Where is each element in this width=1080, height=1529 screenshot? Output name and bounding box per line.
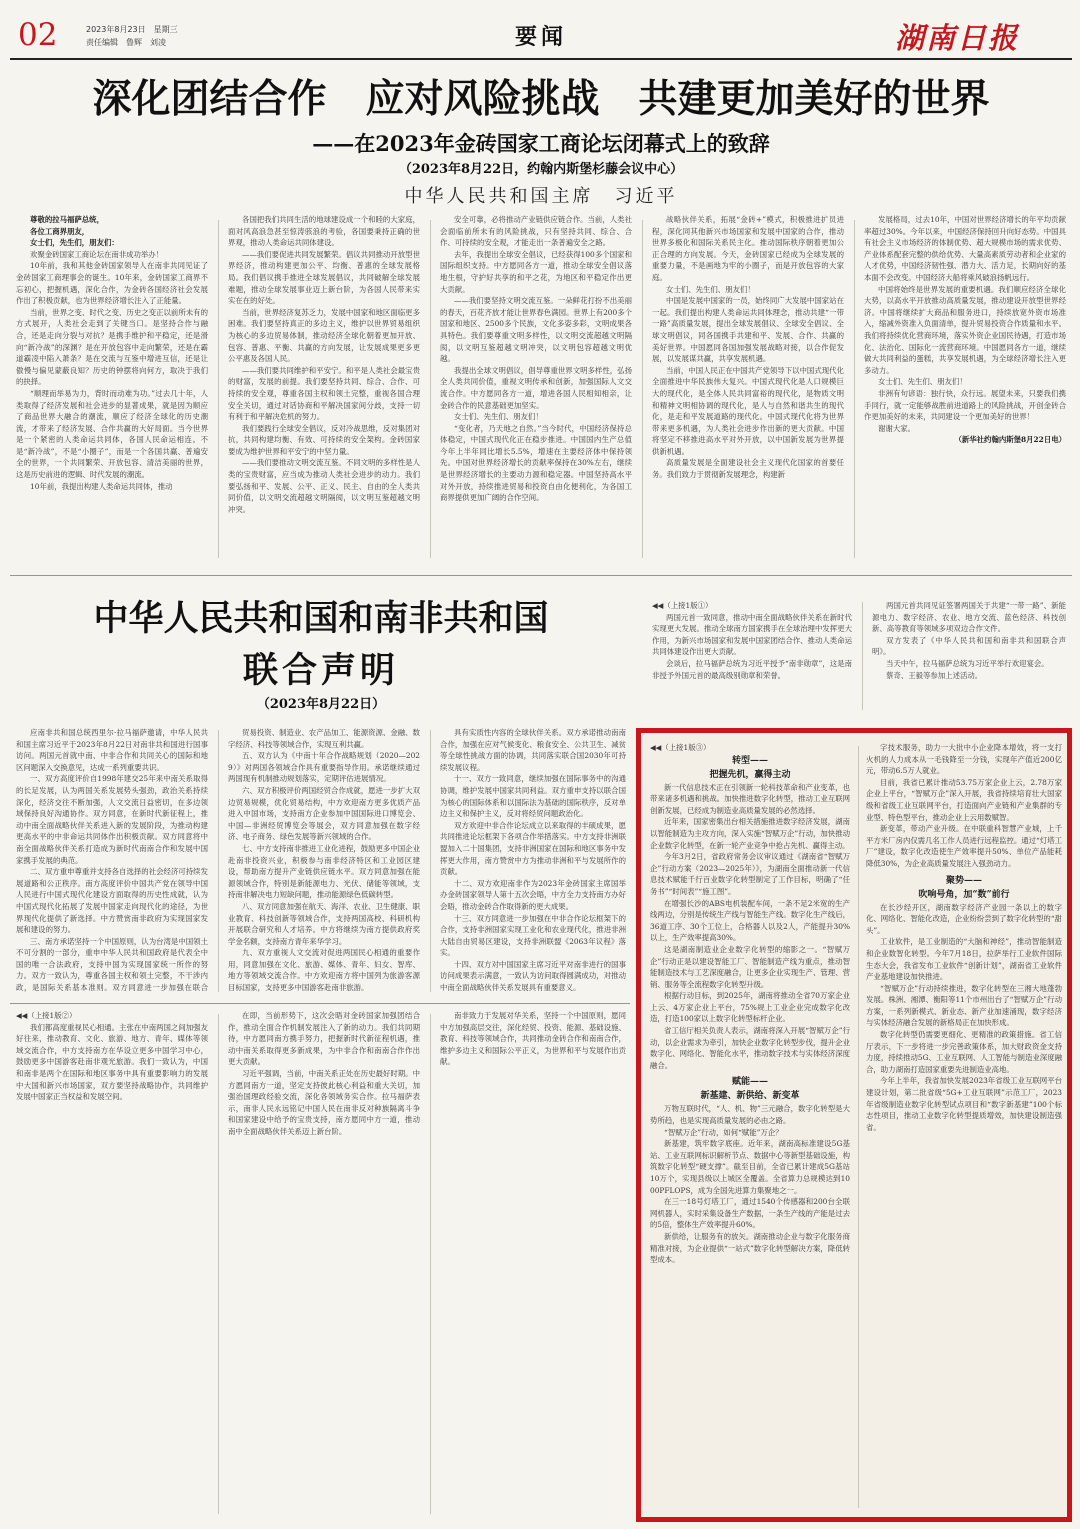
column-divider xyxy=(218,730,219,992)
paragraph: 十三、双方同意进一步加强在中非合作论坛框架下的合作，支持非洲国家实现工业化和农业现代化，推进非洲大陆自由贸易区建设，支持非洲联盟《2063年议程》落实。 xyxy=(440,913,626,958)
paragraph: 战略伙伴关系，拓展“金砖+”模式，积极推进扩员进程，深化同其他新兴市场国家和发展中国家的合作，推动世界多极化和国际关系民主化。推动国际秩序朝着更加公正合理的方向发展。今天，金砖国家已经成为全球发展的重要力量，不是画地为牢的小圈子，而是开放包容的大家庭。 xyxy=(652,215,844,282)
statement-column-2 xyxy=(228,727,420,995)
paragraph: 九、双方重视人文交流对促进两国民心相通的重要作用，同意加强在文化、旅游、媒体、青年、妇女、智库、地方等领域交流合作。中方欢迎南方将中国列为旅游客源目标国家，支持更多中国游客赴南非旅游。 xyxy=(228,948,420,993)
paragraph: 高质量发展是全面建设社会主义现代化国家的首要任务。我们致力于贯彻新发展理念，构建新 xyxy=(652,458,844,480)
speech-column-5 xyxy=(864,214,1066,564)
continued-article-column-2 xyxy=(228,1010,420,1520)
paragraph: “顺理而举易为力，背时而动难为功。”过去几十年，人类取得了经济发展和社会进步的显著成果，就是因为顺应了商品世界大融合的潮流，顺应了经济全球化的历史潮流，才带来了经济发展、合作共赢的大好局面。当今世界是一个紧密的人类命运共同体，各国人民命运相连。不是“新冷战”，不是“小圈子”，而是一个各国共赢、普遍安全的世界，一个共同繁荣、开放包容、清洁美丽的世界，这是历史前进的逻辑、时代发展的潮流。 xyxy=(16,388,208,480)
paragraph: 双方欢迎中非合作论坛成立以来取得的丰硕成果，愿共同推进论坛框架下各项合作举措落实。中方支持非洲联盟加入二十国集团，支持非洲国家在国际和地区事务中发挥更大作用，南方赞赏中方为推动非洲和平与发展所作的贡献。 xyxy=(440,820,626,877)
statement-title-line-2: 联合声明 xyxy=(242,651,399,691)
paragraph: 贸易投资、制造业、农产品加工、能源资源、金融、数字经济、科技等领域合作，实现互利共赢。 xyxy=(228,728,420,749)
paragraph: 二、双方重申尊重并支持各自选择的社会经济可持续发展道路和公正秩序。南方高度评价中国共产党在领导中国人民进行中国式现代化建设方面取得的历史性成就，认为中国式现代化拓展了发展中国家走向现代化的途径，为世界现代化提供了新选择。中方赞赏南非政府为实现国家发展和建设的努力。 xyxy=(16,867,208,935)
column-divider xyxy=(430,1014,431,1514)
feature-column-1 xyxy=(650,742,850,1512)
feature-column-2-bottom xyxy=(866,902,1062,1134)
statement-column-3 xyxy=(440,727,626,995)
paragraph: ——我们要推动文明交流互鉴。不同文明的多样性是人类的宝贵财富，应当成为推动人类社会进步的动力。我们要弘扬和平、发展、公平、正义、民主、自由的全人类共同价值，以文明交流超越文明隔阂，以文明互鉴超越文明冲突。 xyxy=(228,458,420,514)
feature-section-1-subtitle: 把握先机，赢得主动 xyxy=(709,769,791,780)
speech-subtitle: ——在2023年金砖国家工商论坛闭幕式上的致辞 xyxy=(312,131,770,156)
paragraph: ◀◀（上接1版②） xyxy=(16,1011,77,1020)
paragraph: 新变革，带动产业升级。在中联重科智慧产业城，上千平方米厂房内仅需几名工作人员进行远程监控。通过“灯塔工厂”建设，数字化改造使生产效率提升50%、单位产品能耗降低30%，为企业高质量发展注入强劲动力。 xyxy=(866,824,1062,868)
continued-article-column-1 xyxy=(16,1010,208,1520)
paragraph: 我们都高度重视民心相通。主张在中南两国之间加强友好往来，推动教育、文化、旅游、地方、青年、媒体等领域交流合作，中方支持南方在华设立更多中国学习中心，鼓励更多中国游客赴南非观光旅游。我们一致认为，中国和南非是两个在国际和地区事务中具有重要影响力的发展中大国和新兴市场国家，双方要坚持战略协作，共同维护发展中国家正当权益和发展空间。 xyxy=(16,1022,208,1102)
speech-column-4 xyxy=(652,214,844,564)
paragraph: 会谈后，拉马福萨总统为习近平授予“南非勋章”，这是南非授予外国元首的最高级别勋章和荣誉。 xyxy=(652,658,852,680)
paragraph: 安全可靠，必将推动产业链供应链合作。当前，人类社会面临前所未有的风险挑战，只有坚持共同、综合、合作、可持续的安全观，才能走出一条普遍安全之路。 xyxy=(440,215,632,248)
paragraph: 近年来，国家密集出台相关措施推进数字经济发展，湖南以智能制造为主攻方向，深入实施“智赋万企”行动，加快推动企业数字化转型，在新一轮产业竞争中抢占先机、赢得主动。 xyxy=(650,817,850,850)
paragraph: 工业软件，是工业制造的“大脑和神经”，推动智能制造和企业数智化转型。今年7月18日，拉萨举行工业软件国际生态大会，我省发布工业软件“创新计划”，湖南省工业软件产业基地建设加快推进。 xyxy=(866,937,1062,982)
column-divider xyxy=(858,746,859,1508)
paragraph: 当天中午，拉马福萨总统为习近平举行欢迎宴会。 xyxy=(886,658,1049,668)
continued-reference: ◀◀（上接1版③） xyxy=(650,743,711,752)
paragraph: 具有实质性内容的全球伙伴关系。双方承诺推动南南合作，加强在应对气候变化、粮食安全、公共卫生、减贫等全球性挑战方面的协调，共同落实联合国2030年可持续发展议程。 xyxy=(440,728,626,772)
paragraph: 南非致力于发展对华关系，坚持一个中国原则，愿同中方加强高层交往，深化经贸、投资、能源、基础设施、教育、科技等领域合作，共同推动金砖合作和南南合作，维护多边主义和国际公平正义，为世界和平与发展作出贡献。 xyxy=(440,1011,626,1067)
state-visit-continued-left xyxy=(652,600,852,712)
paragraph: 新基建，筑牢数字底座。近年来，湖南高标准建设5G基站、工业互联网标识解析节点、数据中心等新型基础设施，构筑数字化转型“硬支撑”。截至目前，全省已累计建成5G基站10万个，实现县级以上城区全覆盖。全省算力总规模达到1000PFLOPS，成为全国先进算力集聚地之一。 xyxy=(650,1139,850,1195)
paragraph: 五、双方认为《中南十年合作战略规划（2020—2029）》对两国各领域合作具有重要指导作用。承诺继续通过两国现有机制推动规划落实，定期评估进展情况。 xyxy=(228,751,420,784)
paragraph: 10年前，我提出构建人类命运共同体，推动 xyxy=(30,481,173,491)
paragraph: 今年上半年，我省加快发展2023年省级工业互联网平台建设计划，第二批省级“5G+工业互联网”示范工厂，2023年省级制造业数字化转型试点项目和“数字新基建”100个标志性项目，推动工业数字化转型提质增效，加快建设制造强省。 xyxy=(866,1076,1062,1132)
paragraph: 应南非共和国总统西里尔·拉马福萨邀请，中华人民共和国主席习近平于2023年8月22日对南非共和国进行国事访问。两国元首就中南、中非合作和共同关心的国际和地区问题深入交换意见，达成一系列重要共识。 xyxy=(16,728,208,772)
column-divider xyxy=(862,602,863,710)
paragraph: ——我们要坚持文明交流互鉴。一朵鲜花打扮不出美丽的春天，百花齐放才能让世界春色满园。世界上有200多个国家和地区、2500多个民族，文化多姿多彩，文明成果各具特色。我们要尊重文明多样性，以文明交流超越文明隔阂，以文明互鉴超越文明冲突，以文明包容超越文明优越。 xyxy=(440,296,632,364)
paragraph: 两国元首一致同意，推动中南全面战略伙伴关系在新时代实现更大发展。推动全球南方国家携手在全球治理中发挥更大作用，为新兴市场国家和发展中国家团结合作、推动人类命运共同体建设作出更大贡献。 xyxy=(652,612,852,657)
paragraph: 尊敬的拉马福萨总统， xyxy=(30,215,104,224)
paragraph: 今年3月2日，省政府常务会议审议通过《湖南省“智赋万企”行动方案（2023—2025年）》，为湖南全面推动新一代信息技术赋能千行百业数字化转型制定了工作目标，明确了“任务书”“时间表”“施工图”。 xyxy=(650,852,850,896)
editors-line: 责任编辑 鲁辉 刘凌 xyxy=(86,38,166,47)
column-divider xyxy=(218,220,219,558)
paragraph: 七、中方支持南非推进工业化进程，鼓励更多中国企业赴南非投资兴业，积极参与南非经济特区和工业园区建设，帮助南方提升产业链供应链水平。双方同意加强在能源领域合作，特别是新能源电力、光伏、储能等领域，支持南非解决电力短缺问题，推动能源绿色低碳转型。 xyxy=(228,843,420,900)
speech-column-1 xyxy=(16,214,208,564)
paragraph: 在增强长沙的ABS电机装配车间，一条不足2米宽的生产线两边，分别是传统生产线与智能生产线。数字化生产线后，36道工序、30个工位上，合格器人以及2人，产能提升30%以上，生产效率提高30%。 xyxy=(650,898,850,943)
paragraph: 蔡奇、王毅等参加上述活动。 xyxy=(886,670,983,680)
paragraph: 女士们、先生们、朋友们！ xyxy=(878,377,967,387)
speech-column-2 xyxy=(228,214,420,564)
paragraph: 当前，世界之变、时代之变、历史之变正以前所未有的方式展开，人类社会走到了关键当口。是坚持合作与融合，还是走向分裂与对抗？是携手维护和平稳定，还是滑向“新冷战”的深渊？是在开放包容中走向繁荣，还是在霸道霸凌中陷入萧条？是在交流与互鉴中增进互信，还是让傲慢与偏见蒙蔽良知？历史的钟摆将向何方，取决于我们的抉择。 xyxy=(16,307,208,387)
paragraph: 十二、双方欢迎南非作为2023年金砖国家主席国举办金砖国家领导人第十五次会晤，中方全力支持南方办好会晤，推动金砖合作取得新的更大成果。 xyxy=(440,878,626,911)
column-divider xyxy=(430,730,431,992)
masthead-rule xyxy=(10,58,1072,60)
speech-occasion: （2023年8月22日，约翰内斯堡杉藤会议中心） xyxy=(398,162,684,177)
feature-section-3-body xyxy=(650,1103,850,1265)
paragraph: 去年，我提出全球安全倡议，已经获得100多个国家和国际组织支持。中方愿同各方一道，推动全球安全倡议落地生根，守护好共享的和平之花，为地区和平稳定作出更大贡献。 xyxy=(440,249,632,294)
paragraph: 三、南方承诺坚持一个中国原则，认为台湾是中国领土不可分割的一部分，重申中华人民共和国政府是代表全中国的唯一合法政府，支持中国为实现国家统一所作的努力。双方一致认为，尊重各国主权和领土完整，不干涉内政，是国际关系基本准则。双方同意进一步加强在联合 xyxy=(16,936,208,993)
paragraph: 双方发表了《中华人民共和国和南非共和国联合声明》。 xyxy=(872,635,1066,657)
column-divider xyxy=(430,220,431,558)
statement-title-line-1: 中华人民共和国和南非共和国 xyxy=(93,599,549,639)
newspaper-logo: 湖南日报 xyxy=(895,21,1020,55)
paragraph: 八、双方同意加强在航天、海洋、农业、卫生健康、职业教育、科技创新等领域合作，支持两国高校、科研机构开展联合研究和人才培养。中方将继续为南方提供政府奖学金名额，支持南方青年来华学习。 xyxy=(228,901,420,946)
paragraph: 当前，世界经济复苏乏力，发展中国家和地区面临更多困难。我们要坚持真正的多边主义，维护以世界贸易组织为核心的多边贸易体制，推动经济全球化朝着更加开放、包容、普惠、平衡、共赢的方向发展，让发展成果更多更公平惠及各国人民。 xyxy=(228,307,420,364)
feature-section-2-subtitle: 吹响号角，加“数”前行 xyxy=(918,889,1010,900)
paragraph: 新供给，让服务有的放矢。湖南推动企业与数字化服务商精准对接，为企业提供“一站式”数字化转型解决方案，降低转型成本。 xyxy=(650,1231,850,1265)
paragraph: 谢谢大家。 xyxy=(878,423,916,433)
paragraph: “变化者，乃天地之自然。”当今时代，中国经济保持总体稳定，中国式现代化正在稳步推进。中国国内生产总值今年上半年同比增长5.5%，增速在主要经济体中保持领先。中国对世界经济增长的贡献率保持在30%左右，继续是世界经济增长的主要动力源和稳定器。中国坚持高水平对外开放，持续推进贸易和投资自由化便利化，为各国工商界提供更加广阔的合作空间。 xyxy=(440,423,632,503)
paragraph: 十一、双方一致同意，继续加强在国际事务中的沟通协调，维护发展中国家共同利益。双方重申支持以联合国为核心的国际体系和以国际法为基础的国际秩序，反对单边主义和保护主义，反对将经贸问题政治化。 xyxy=(440,774,626,819)
paragraph: 一、双方高度评价自1998年建交25年来中南关系取得的长足发展，认为两国关系发展势头强劲，政治关系持续深化，经济交往不断加强，人文交流日益密切，在多边领域保持良好沟通协作。双方同意，在新时代新征程上，推动中南全面战略伙伴关系进入新的发展阶段，为推动构建更高水平的中非命运共同体作出积极贡献。双方同意将中南全面战略伙伴关系打造成为新时代南南合作和发展中国家携手发展的典范。 xyxy=(16,774,208,865)
paragraph: 习近平强调，当前，中南关系正处在历史最好时期。中方愿同南方一道，坚定支持彼此核心利益和重大关切，加强治国理政经验交流，深化各领域务实合作。拉马福萨表示，南非人民永远铭记中国人民在南非反对种族隔离斗争和国家建设中给予的宝贵支持，南方愿同中方一道，推动南中全面战略伙伴关系迈上新台阶。 xyxy=(228,1068,420,1136)
paragraph: 中国将始终是世界发展的重要机遇。我们顺应经济全球化大势，以高水平开放推动高质量发展，推动建设开放型世界经济。中国将继续扩大商品和服务进口，持续放宽外资市场准入，缩减外资准入负面清单，提升贸易投资合作质量和水平。我们将持续优化营商环境，落实外资企业国民待遇，打造市场化、法治化、国际化一流营商环境。中国愿同各方一道，继续做大共同利益的蛋糕，共享发展机遇，为全球经济增长注入更多动力。 xyxy=(864,284,1066,375)
column-divider xyxy=(854,220,855,558)
column-divider xyxy=(642,220,643,558)
masthead xyxy=(0,0,1080,58)
paragraph: 女士们，先生们，朋友们： xyxy=(30,238,119,248)
paragraph: ——我们要共同维护和平安宁。和平是人类社会最宝贵的财富，发展的前提。我们要坚持共同、综合、合作、可持续的安全观，尊重各国主权和领土完整，重视各国合理安全关切，通过对话协商和平解决国家间分歧，支持一切有利于和平解决危机的努力。 xyxy=(228,365,420,422)
paragraph: 当前，中国人民正在中国共产党领导下以中国式现代化全面推进中华民族伟大复兴。中国式现代化是人口规模巨大的现代化，是全体人民共同富裕的现代化，是物质文明和精神文明相协调的现代化，是人与自然和谐共生的现代化，是走和平发展道路的现代化。中国式现代化将为世界带来更多机遇，为人类社会进步作出新的更大贡献。中国将坚定不移推进高水平对外开放，以中国新发展为世界提供新机遇。 xyxy=(652,365,844,456)
paragraph: 我提出全球文明倡议，倡导尊重世界文明多样性，弘扬全人类共同价值，重视文明传承和创新，加强国际人文交流合作。中方愿同各方一道，增进各国人民相知相亲，让金砖合作的民意基础更加坚实。 xyxy=(440,365,632,410)
feature-section-1-body xyxy=(650,782,850,1072)
section-rule xyxy=(10,1003,630,1004)
paragraph: 在即，当前形势下，这次会晤对金砖国家加强团结合作，推动全面合作机制发展注入了新的动力。我们共同期待，中方愿同南方携手努力，把握新时代新征程机遇，推动中南关系取得更多新成果，为中非合作和南南合作作出更大贡献。 xyxy=(228,1011,420,1067)
paragraph: 各国把我们共同生活的地球建设成一个和睦的大家庭，面对风高浪急甚至惊涛骇浪的考验，各国要秉持正确的世界观，推动人类命运共同体建设。 xyxy=(228,215,420,248)
paragraph: “智赋万企”行动，如何“赋能”万企？ xyxy=(664,1127,783,1137)
feature-section-3-title: 赋能—— xyxy=(731,1077,768,1088)
paragraph: 我们要践行全球安全倡议，反对冷战思维，反对集团对抗，共同构建均衡、有效、可持续的安全架构。金砖国家要成为维护世界和平安宁的中坚力量。 xyxy=(228,423,420,456)
paragraph: 省工信厅相关负责人表示，湖南将深入开展“智赋万企”行动，以企业需求为牵引，加快企业数字化转型步伐，提升企业数字化、网络化、智能化水平，推动数字技术与实体经济深度融合。 xyxy=(650,1026,850,1070)
paragraph: 女士们、先生们、朋友们！ xyxy=(454,412,543,422)
paragraph: 10年前，我和其他金砖国家领导人在南非共同见证了金砖国家工商理事会的诞生。10年来，金砖国家工商界不忘初心，把握机遇，深化合作，为金砖各国经济社会发展作出了积极贡献，也为世界经济增长注入了正能量。 xyxy=(16,261,208,306)
paragraph: ◀◀（上接1版①） xyxy=(652,601,713,610)
paragraph: 六、双方积极评价两国经贸合作成就，愿进一步扩大双边贸易规模，优化贸易结构，中方欢迎南方更多优质产品进入中国市场，支持南方企业参加中国国际进口博览会、中国—非洲经贸博览会等展会，双方同意加强在数字经济、电子商务、绿色发展等新兴领域的合作。 xyxy=(228,785,420,842)
paragraph: 非洲有句谚语：独行快，众行远。展望未来，只要我们携手同行，就一定能够战胜前进道路上的风险挑战，开创金砖合作更加美好的未来，共同建设一个更加美好的世界！ xyxy=(864,388,1066,422)
paragraph: 数字化转型仍需要更细化、更精准的政策措施。省工信厅表示，下一步将进一步完善政策体系，加大财政资金支持力度，持续推动5G、工业互联网、人工智能与制造业深度融合，助力湖南打造国家重要先进制造业高地。 xyxy=(866,1030,1062,1074)
paragraph: 在三一18号灯塔工厂，通过1540个传感器和200台全联网机器人，实时采集设备生产数据，一条生产线的产能是过去的5倍，整体生产效率提升60%。 xyxy=(650,1197,850,1230)
paragraph xyxy=(228,994,420,995)
paragraph: 各位工商界朋友， xyxy=(30,226,90,236)
statement-column-1 xyxy=(16,727,208,995)
statement-date: （2023年8月22日） xyxy=(256,697,386,712)
feature-column-2-top xyxy=(866,742,1062,870)
paragraph: 中国是发展中国家的一员，始终同广大发展中国家站在一起。我们提出构建人类命运共同体理念，推动共建“一带一路”高质量发展，提出全球发展倡议、全球安全倡议、全球文明倡议，同各国携手共建和平、发展、合作、共赢的美好世界。中国愿同各国加强发展战略对接，以合作促发展，以发展谋共赢，共享发展机遇。 xyxy=(652,296,844,364)
feature-section-1-title: 转型—— xyxy=(731,755,768,766)
section-title: 要闻 xyxy=(514,24,567,50)
paragraph: 两国元首共同见证签署两国关于共建“一带一路”、新能源电力、数字经济、农业、地方交流、蓝色经济、科技创新、高等教育等领域多项双边合作文件。 xyxy=(872,601,1066,634)
paragraph: 女士们、先生们、朋友们！ xyxy=(666,284,755,294)
paragraph: 十四、双方对中国国家主席习近平对南非进行的国事访问成果表示满意，一致认为访问取得圆满成功，对推动中南全面战略伙伴关系发展具有重要意义。 xyxy=(440,959,626,993)
paragraph: 欢聚金砖国家工商论坛在南非成功举办！ xyxy=(30,249,164,259)
speech-byline: 中华人民共和国主席 习近平 xyxy=(404,186,678,207)
continued-article-column-3 xyxy=(440,1010,626,1520)
column-divider xyxy=(218,1014,219,1514)
paragraph: 在长沙经开区，湖南数字经济产业园一条以上的数字化、网络化、智能化改造，企业纷纷尝到了数字化转型的“甜头”。 xyxy=(866,902,1062,935)
paragraph: ——我们要促进共同发展繁荣。倡议共同推动开放型世界经济，推动构建更加公平、均衡、普惠的全球发展格局。我们倡议携手推进全球发展倡议，共同破解全球发展难题，推动全球发展事业迈上新台阶，为各国人民带来实实在在的好处。 xyxy=(228,249,420,306)
paragraph: （新华社约翰内斯堡8月22日电） xyxy=(954,435,1066,445)
paragraph: 目前，我省已累计推动53.75万家企业上云，2.78万家企业上平台，“智赋万企”深入开展，我省持续培育壮大国家级和省级工业互联网平台，打造面向产业链和产业集群的专业型、特色型平台，推动企业上云用数赋智。 xyxy=(866,777,1062,822)
paragraph: 万物互联时代，“人、机、物”三元融合，数字化转型是大势所趋，也是实现高质量发展的必由之路。 xyxy=(650,1104,850,1126)
feature-column-2 xyxy=(866,742,1062,1512)
page-number: 02 xyxy=(18,17,58,53)
date-line: 2023年8月23日 星期三 xyxy=(86,25,178,34)
paragraph: 发展格局，过去10年，中国对世界经济增长的年平均贡献率超过30%。今年以来，中国经济保持回升向好态势。中国具有社会主义市场经济的体制优势、超大规模市场的需求优势、产业体系配套完整的供给优势、大量高素质劳动者和企业家的人才优势，中国经济韧性强、潜力大、活力足，长期向好的基本面不会改变。中国经济大船将乘风破浪扬帆远行。 xyxy=(864,215,1066,282)
paragraph: 字技术服务，助力一大批中小企业降本增效，将一支打火机的人力成本从一毛钱降至一分钱，实现年产值近200亿元，带动6.5万人就业。 xyxy=(866,743,1062,776)
state-visit-continued-right xyxy=(872,600,1066,712)
speech-headline: 深化团结合作 应对风险挑战 共建更加美好的世界 xyxy=(92,77,990,122)
feature-section-2-title: 聚势—— xyxy=(945,875,982,886)
section-rule xyxy=(10,575,1072,576)
paragraph: 根据行动目标，到2025年，湖南将推动全省70万家企业上云、4万家企业上平台，75%规上工业企业完成数字化改造，打造100家以上数字化转型标杆企业。 xyxy=(650,991,850,1024)
speech-column-3 xyxy=(440,214,632,564)
paragraph xyxy=(440,994,626,995)
paragraph: 这是湖南制造业企业数字化转型的缩影之一。“智赋万企”行动正是以建设智能工厂、智能制造产线为重点，推动智能制造技术与工艺深度融合，让更多企业实现生产、管理、营销、服务等全流程数字化转型升级。 xyxy=(650,944,850,989)
paragraph: “智赋万企”行动持续推进，数字化转型在三湘大地蓬勃发展。株洲、湘潭、衡阳等11个市州出台了“智赋万企”行动方案，一系列新模式、新业态、新产业加速涌现，数字经济与实体经济融合发展的新格局正在加快形成。 xyxy=(866,983,1062,1028)
paragraph: 新一代信息技术正在引领新一轮科技革命和产业变革，也带来诸多机遇和挑战。加快推进数字化转型，推动工业互联网创新发展，已经成为制造业高质量发展的必然选择。 xyxy=(650,782,850,815)
feature-section-3-subtitle: 新基建、新供给、新变革 xyxy=(700,1091,800,1102)
